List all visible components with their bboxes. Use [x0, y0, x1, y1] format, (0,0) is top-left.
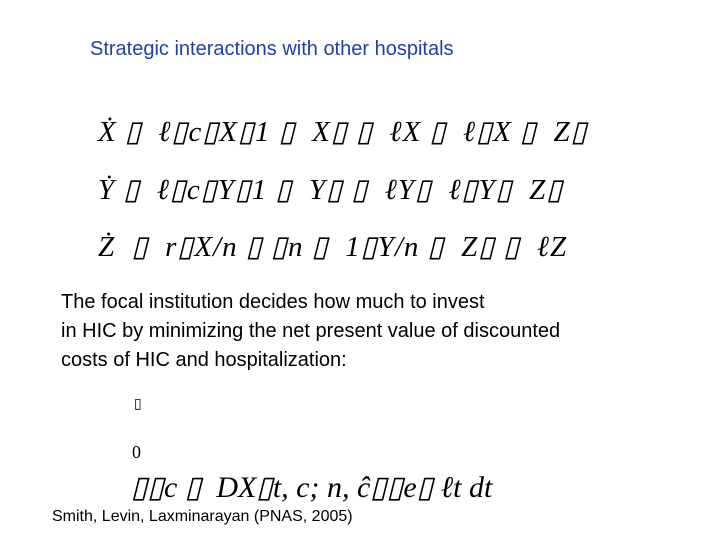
slide-title: Strategic interactions with other hospitals: [90, 38, 454, 60]
integral-expression: ▯▯c ▯ DX▯t, c; n, ĉ▯▯e▯ ℓt dt: [131, 471, 493, 504]
citation: Smith, Levin, Laxminarayan (PNAS, 2005): [52, 508, 353, 525]
equation-z-dot: Ż ▯ r▯X/n ▯ ▯n ▯ 1▯Y/n ▯ Z▯ ▯ ℓZ: [98, 231, 568, 263]
body-line-2: in HIC by minimizing the net present value of discounted: [61, 320, 561, 342]
integral-lower-limit: 0: [132, 442, 141, 462]
body-paragraph: [61, 288, 560, 375]
body-line-3: costs of HIC and hospitalization:: [61, 349, 347, 371]
integral-upper-limit: ▯: [134, 397, 142, 412]
equation-x-dot: Ẋ ▯ ℓ▯c▯X▯1 ▯ X▯ ▯ ℓX ▯ ℓ▯X ▯ Z▯: [98, 116, 588, 148]
equation-y-dot: Ẏ ▯ ℓ▯c▯Y▯1 ▯ Y▯ ▯ ℓY▯ ℓ▯Y▯ Z▯: [98, 174, 564, 206]
body-line-1: The focal institution decides how much to invest: [61, 291, 485, 313]
